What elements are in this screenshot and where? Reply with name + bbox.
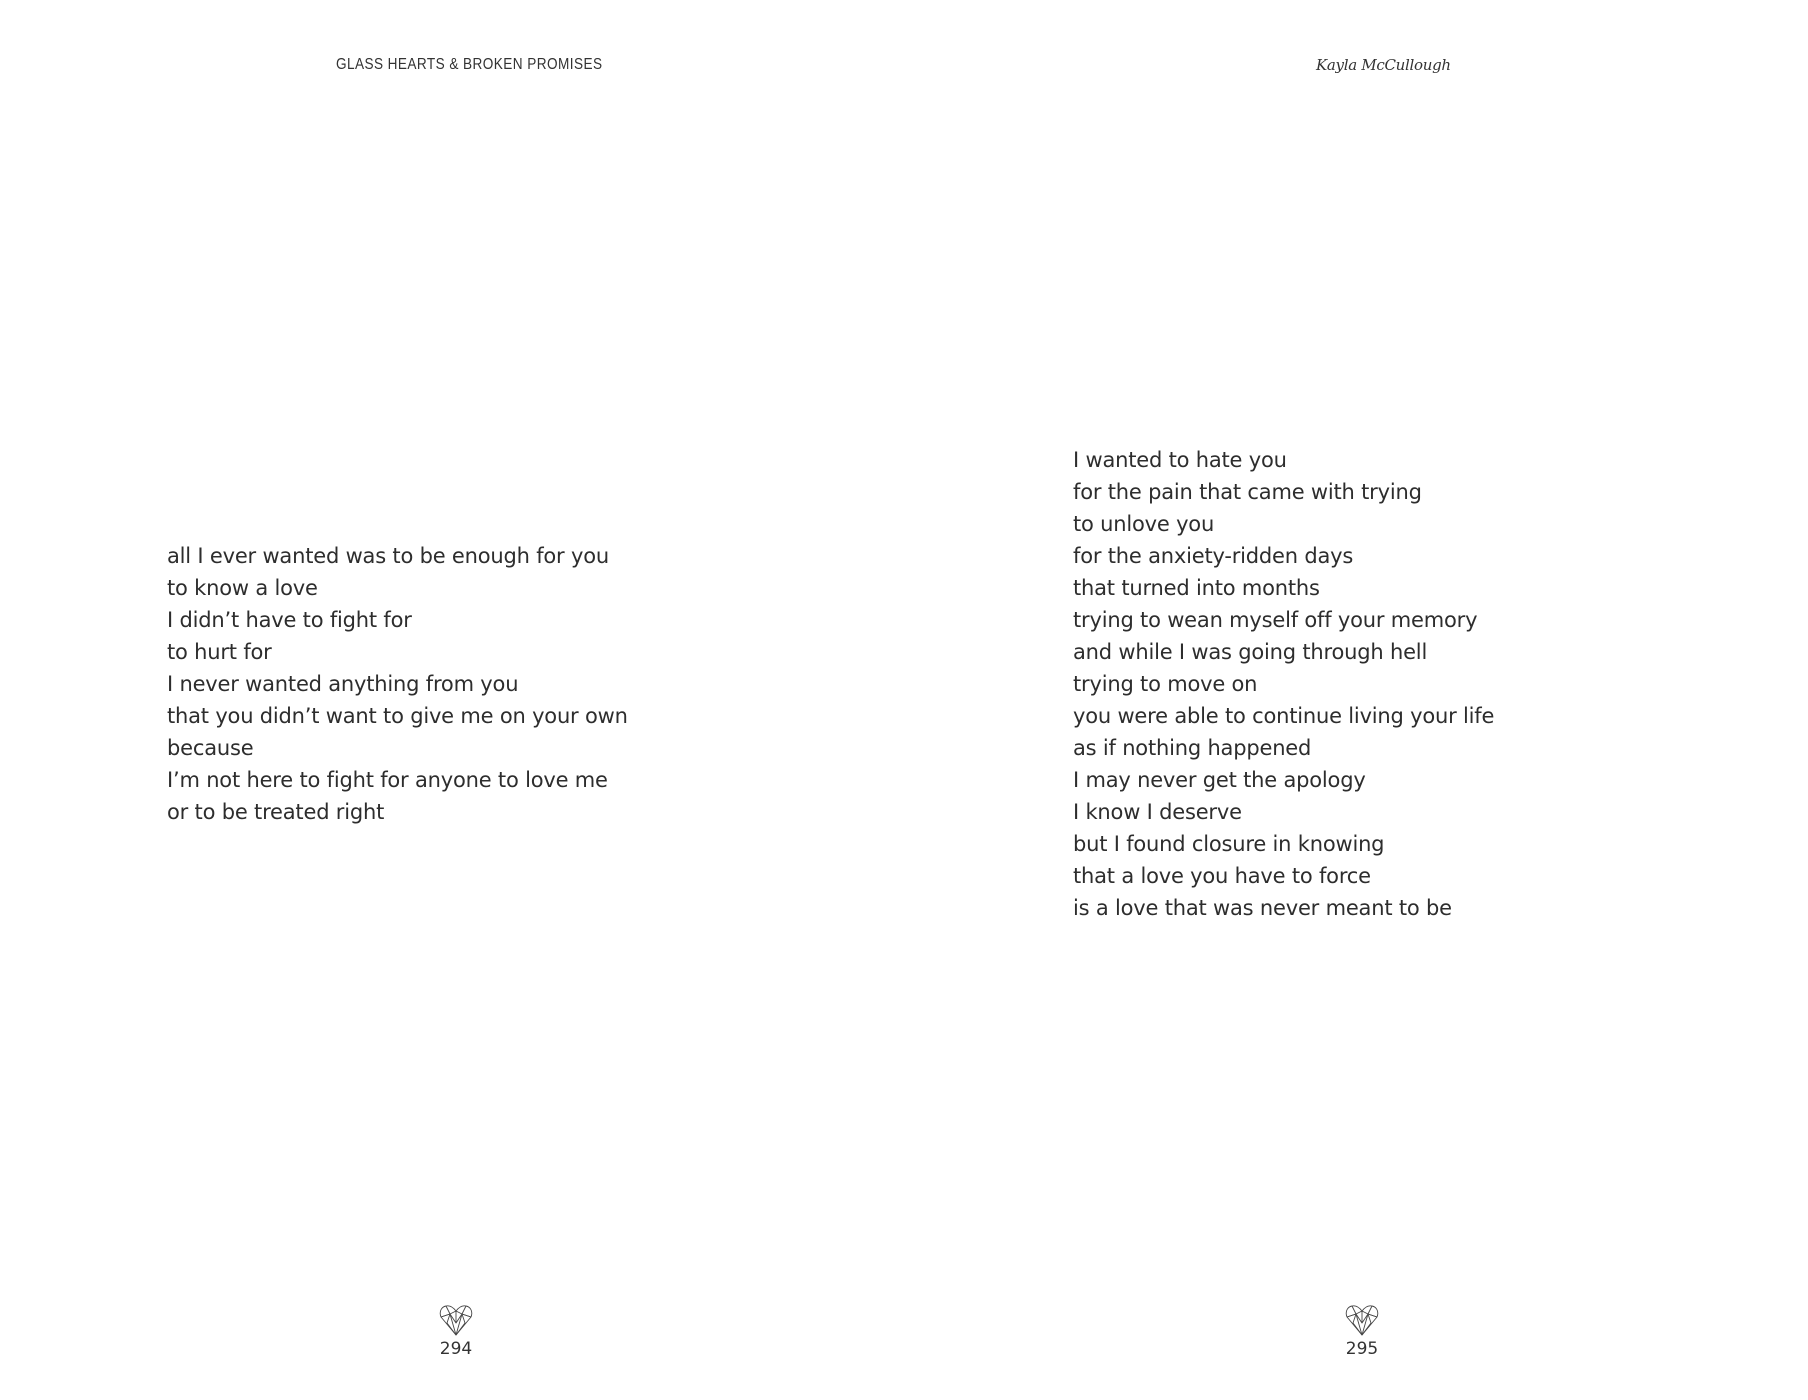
poem-line: as if nothing happened	[1073, 736, 1312, 760]
poem-line: I know I deserve	[1073, 800, 1242, 824]
poem-line: trying to wean myself off your memory	[1073, 608, 1478, 632]
page-number: 294	[439, 1339, 473, 1359]
poem-line: to know a love	[167, 576, 318, 600]
poem-line: that a love you have to force	[1073, 864, 1371, 888]
poem	[167, 540, 628, 828]
poem-line: all I ever wanted was to be enough for you	[167, 544, 609, 568]
poem-line: because	[167, 736, 254, 760]
poem-line: for the pain that came with trying	[1073, 480, 1422, 504]
poem-line: I’m not here to fight for anyone to love me	[167, 768, 608, 792]
poem-line: I never wanted anything from you	[167, 672, 519, 696]
poem-line: but I found closure in knowing	[1073, 832, 1385, 856]
poem-line: trying to move on	[1073, 672, 1258, 696]
poem-line: that turned into months	[1073, 576, 1320, 600]
poem-line: you were able to continue living your life	[1073, 704, 1495, 728]
poem-line: for the anxiety-ridden days	[1073, 544, 1354, 568]
poem-line: or to be treated right	[167, 800, 385, 824]
poem-line: to hurt for	[167, 640, 272, 664]
poem-line: I didn’t have to fight for	[167, 608, 412, 632]
poem-line: I may never get the apology	[1073, 768, 1366, 792]
poem-line: that you didn’t want to give me on your own	[167, 704, 628, 728]
running-head-book-title: GLASS HEARTS & BROKEN PROMISES	[336, 56, 603, 73]
page-footer	[426, 1303, 486, 1359]
crystal-heart-icon	[1344, 1303, 1380, 1337]
page-number: 295	[1345, 1339, 1379, 1359]
poem-line: and while I was going through hell	[1073, 640, 1428, 664]
crystal-heart-icon	[438, 1303, 474, 1337]
poem	[1073, 444, 1494, 924]
running-head-author: Kayla McCullough	[1316, 56, 1451, 74]
poem-line: to unlove you	[1073, 512, 1215, 536]
page-footer	[1332, 1303, 1392, 1359]
poem-line: is a love that was never meant to be	[1073, 896, 1452, 920]
right-page	[904, 0, 1808, 1400]
poem-line: I wanted to hate you	[1073, 448, 1287, 472]
